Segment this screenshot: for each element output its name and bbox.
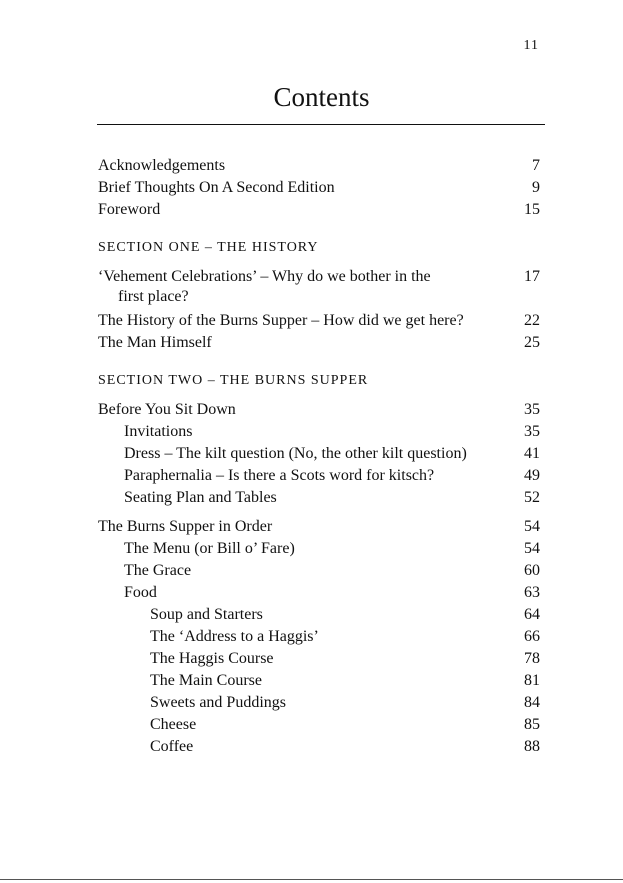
- page-title: Contents: [273, 82, 370, 112]
- toc-entry-page: 52: [524, 489, 540, 506]
- toc-entry-label: Food: [124, 584, 157, 601]
- toc-entry-label: The Main Course: [150, 672, 262, 689]
- toc-entry-label: Before You Sit Down: [98, 401, 236, 418]
- toc-entry-cheese[interactable]: [98, 714, 540, 736]
- toc-entry-label: Foreword: [98, 201, 161, 218]
- toc-entry-label: Invitations: [124, 423, 193, 440]
- toc-entry-label: Brief Thoughts On A Second Edition: [98, 179, 335, 196]
- toc-entry-invitations[interactable]: [98, 421, 540, 443]
- toc-entry-address-to-a-haggis[interactable]: [98, 626, 540, 648]
- toc-entry-label: Dress – The kilt question (No, the other kilt question): [124, 445, 467, 462]
- section-one-heading: SECTION ONE – THE HISTORY: [98, 240, 319, 255]
- toc-entry-food[interactable]: [98, 582, 540, 604]
- toc-entry-page: 25: [524, 334, 540, 351]
- toc-entry-sweets-and-puddings[interactable]: [98, 692, 540, 714]
- toc-entry-page: 66: [524, 628, 540, 645]
- toc-entry-page: 54: [524, 518, 540, 535]
- toc-entry-soup-and-starters[interactable]: [98, 604, 540, 626]
- toc-entry-coffee[interactable]: [98, 736, 540, 758]
- toc-entry-label: Coffee: [150, 738, 194, 755]
- toc-entry-before-you-sit-down[interactable]: [98, 399, 540, 421]
- section-two-heading: SECTION TWO – THE BURNS SUPPER: [98, 373, 369, 388]
- toc-entry-page: 54: [524, 540, 540, 557]
- toc-entry-paraphernalia[interactable]: [98, 465, 540, 487]
- page-bottom-edge: [0, 879, 623, 880]
- toc-entry-page: 78: [524, 650, 540, 667]
- title-rule: [97, 124, 545, 125]
- toc-entry-page: 35: [524, 401, 540, 418]
- toc-entry-label: The Haggis Course: [150, 650, 274, 667]
- toc-entry-foreword[interactable]: [98, 199, 540, 221]
- toc-entry-label-line2: first place?: [118, 288, 189, 305]
- toc-entry-label-line1: ‘Vehement Celebrations’ – Why do we bother in the: [98, 268, 431, 285]
- toc-entry-page: 63: [524, 584, 540, 601]
- toc-entry-page: 17: [524, 268, 540, 285]
- toc-entry-label: Paraphernalia – Is there a Scots word for kitsch?: [124, 467, 435, 484]
- toc-entry-page: 64: [524, 606, 540, 623]
- toc-entry-label: The Grace: [124, 562, 192, 579]
- toc-entry-page: 81: [524, 672, 540, 689]
- toc-entry-page: 35: [524, 423, 540, 440]
- toc-entry-page: 84: [524, 694, 540, 711]
- toc-entry-page: 85: [524, 716, 540, 733]
- page-number: 11: [523, 38, 539, 53]
- toc-entry-label: The Menu (or Bill o’ Fare): [124, 540, 295, 557]
- toc-entry-man-himself[interactable]: [98, 332, 540, 354]
- toc-entry-label: Cheese: [150, 716, 197, 733]
- toc-entry-label: The ‘Address to a Haggis’: [150, 628, 319, 645]
- toc-entry-label: The History of the Burns Supper – How did we get here?: [98, 312, 464, 329]
- toc-entry-label: Acknowledgements: [98, 157, 226, 174]
- toc-entry-label: The Man Himself: [98, 334, 212, 351]
- toc-entry-grace[interactable]: [98, 560, 540, 582]
- toc-entry-page: 9: [532, 179, 540, 196]
- toc-entry-page: 15: [524, 201, 540, 218]
- toc-entry-haggis-course[interactable]: [98, 648, 540, 670]
- toc-entry-second-edition[interactable]: [98, 177, 540, 199]
- toc-entry-label: Soup and Starters: [150, 606, 263, 623]
- toc-entry-acknowledgements[interactable]: [98, 155, 540, 177]
- toc-entry-page: 22: [524, 312, 540, 329]
- toc-entry-page: 41: [524, 445, 540, 462]
- table-of-contents: [98, 155, 540, 758]
- toc-entry-dress[interactable]: [98, 443, 540, 465]
- toc-entry-page: 88: [524, 738, 540, 755]
- toc-entry-page: 60: [524, 562, 540, 579]
- toc-entry-main-course[interactable]: [98, 670, 540, 692]
- toc-entry-page: 49: [524, 467, 540, 484]
- toc-entry-history[interactable]: [98, 310, 540, 332]
- toc-entry-label: The Burns Supper in Order: [98, 518, 273, 535]
- toc-entry-vehement-celebrations[interactable]: [98, 266, 540, 310]
- toc-entry-label: Seating Plan and Tables: [124, 489, 277, 506]
- toc-entry-burns-supper-in-order[interactable]: [98, 516, 540, 538]
- toc-entry-seating-plan[interactable]: [98, 487, 540, 509]
- toc-entry-page: 7: [532, 157, 540, 174]
- toc-entry-label: [98, 267, 431, 307]
- toc-entry-menu[interactable]: [98, 538, 540, 560]
- toc-entry-label: Sweets and Puddings: [150, 694, 286, 711]
